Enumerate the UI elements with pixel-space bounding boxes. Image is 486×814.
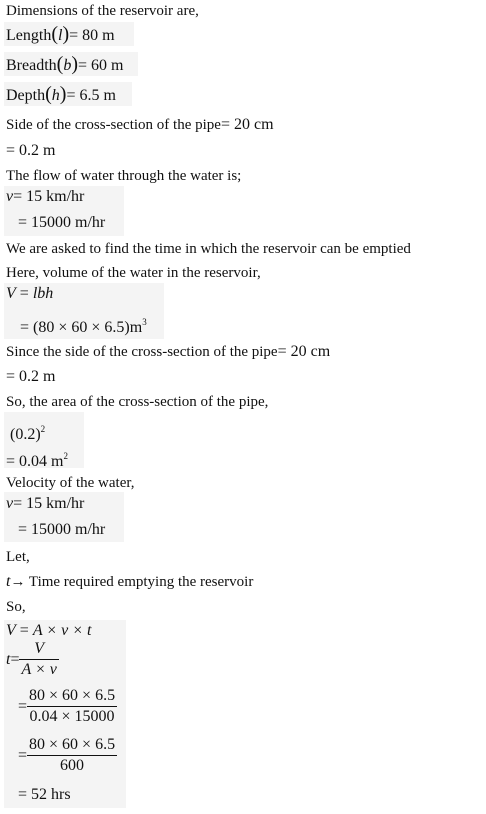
area-value: = 0.04 $m^2$: [6, 451, 68, 470]
volume-formula: V = lbh: [6, 285, 54, 302]
since-side-line: Since the side of the cross-section of the pipe= 20 cm: [6, 343, 331, 360]
V-formula: V = A × v × t: [6, 622, 92, 639]
breadth-equation: Breadth(b)= 60 m: [6, 53, 124, 75]
intro-dimensions: Dimensions of the reservoir are,: [6, 3, 199, 19]
step2-fraction: $\frac{80 \times 60 \times 6.5}{600}$: [29, 736, 116, 774]
area-expression: $(0.2)^2$: [10, 424, 46, 443]
velocity-mhr: = 15000 m/hr: [18, 214, 106, 231]
asked-line: We are asked to find the time in which the reservoir can be emptied: [6, 241, 411, 257]
velocity-kmhr: v= 15 km/hr: [6, 188, 85, 205]
velocity2-mhr: = 15000 m/hr: [18, 521, 106, 538]
area-intro: So, the area of the cross-section of the pipe,: [6, 394, 269, 410]
pipe-side-meters: = 0.2 m: [6, 142, 56, 159]
flow-intro: The flow of water through the water is;: [6, 168, 242, 184]
velocity2-kmhr: v= 15 km/hr: [6, 495, 85, 512]
so-line: So,: [6, 599, 26, 615]
volume-value: = $(80 \times 60 \times 6.5)m^3$: [20, 317, 147, 336]
t-definition: t→ Time required emptying the reservoir: [6, 573, 254, 590]
let-line: Let,: [6, 549, 30, 565]
t-fraction: $\frac{V}{A \times v}$: [21, 640, 57, 678]
step1-fraction-line: = $\frac{80 \times 60 \times 6.5}{0.04 \times 15000}$: [18, 687, 116, 725]
pipe-side-line: Side of the cross-section of the pipe= 20 cm: [6, 116, 274, 133]
t-formula: t= $\frac{V}{A \times v}$: [6, 640, 57, 678]
step2-fraction-line: = $\frac{80 \times 60 \times 6.5}{600}$: [18, 736, 116, 774]
length-equation: Length(l)= 80 m: [6, 23, 115, 45]
since-side-meters: = 0.2 m: [6, 368, 56, 385]
velocity-intro: Velocity of the water,: [6, 475, 135, 491]
result-line: = 52 hrs: [18, 786, 71, 803]
depth-equation: Depth(h)= 6.5 m: [6, 83, 116, 105]
volume-intro: Here, volume of the water in the reservoir,: [6, 265, 261, 281]
step1-fraction: $\frac{80 \times 60 \times 6.5}{0.04 \times 15000}$: [29, 687, 116, 725]
